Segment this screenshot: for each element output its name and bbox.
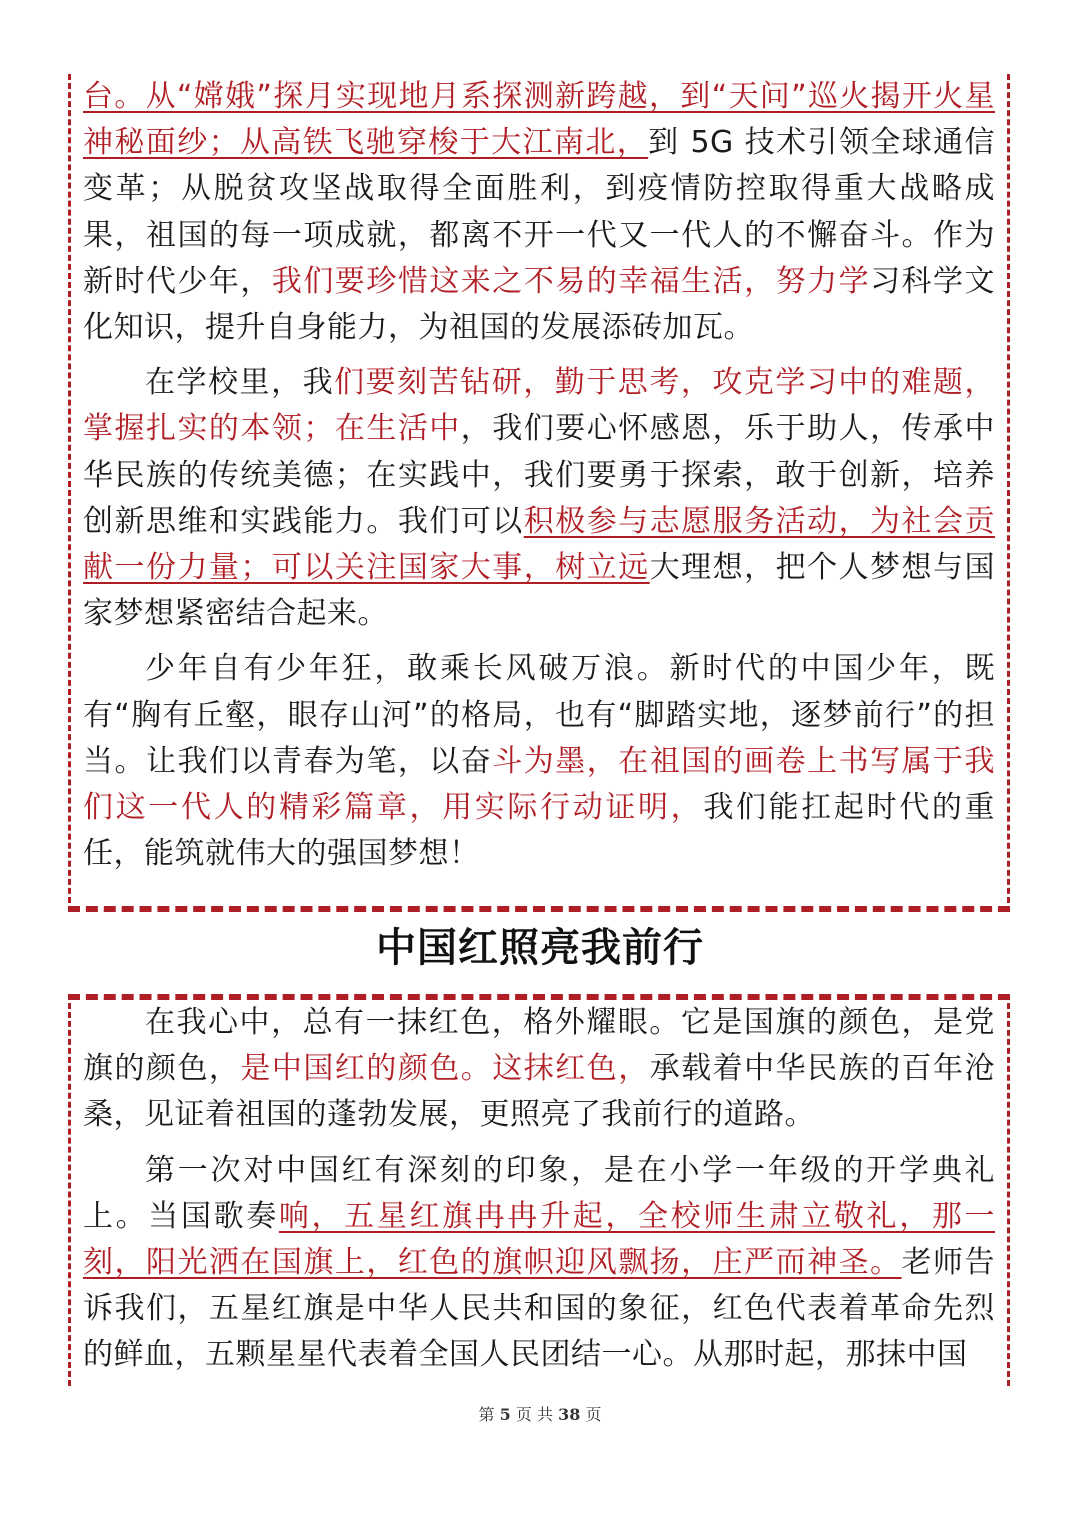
body-text: 到 5G 技术引领全球通信变革；从脱贫攻坚战取得全面胜利，到疫情防控取得重大战略成果，祖国的每一项成就，都离不开一代又一代人的不懈奋斗。作为新时代少年， xyxy=(83,125,996,299)
body-text: ，我们要心怀感恩，乐于助人，传承中华民族的传统美德；在实践中，我们要勇于探索，敢于创新，培养创新思维和实践能力。我们可以 xyxy=(83,411,996,539)
highlighted-underlined-text: 积极参与志愿服务活动，为社会贡献一份力量；可以关注国家大事，树立远 xyxy=(83,503,995,586)
essay-section-frame xyxy=(68,994,1010,1386)
body-text: 在学校里，我 xyxy=(145,365,335,401)
paragraph xyxy=(71,1148,1007,1379)
current-page-number: 5 xyxy=(499,1405,511,1424)
footer-prefix: 第 xyxy=(478,1405,495,1424)
paragraph xyxy=(71,360,1007,637)
highlighted-text: 是中国红的颜色。这抹红色， xyxy=(240,1051,650,1087)
highlighted-underlined-text: 台。从“嫦娥”探月实现地月系探测新跨越，到“天问”巡火揭开火星神秘面纱；从高铁飞驰穿梭于大江南北， xyxy=(83,79,995,161)
essay-title: 中国红照亮我前行 xyxy=(376,925,704,971)
body-text: 第一次对中国红有深刻的印象，是在小学一年级的开学典礼上。当国歌奏 xyxy=(83,1152,995,1234)
body-text: 老师告诉我们，五星红旗是中华人民共和国的象征，红色代表着革命先烈的鲜血，五颗星星代表着全国人民团结一心。从那时起，那抹中国 xyxy=(83,1245,996,1373)
paragraph xyxy=(71,1000,1007,1139)
footer-suffix: 页 xyxy=(585,1405,602,1424)
footer-middle: 页 共 xyxy=(515,1405,553,1424)
highlighted-text: 们要刻苦钻研，勤于思考，攻克学习中的难题，掌握扎实的本领；在生活中 xyxy=(83,365,996,447)
body-text: 大理想，把个人梦想与国家梦想紧密结合起来。 xyxy=(83,550,996,632)
highlighted-text: 斗为墨，在祖国的画卷上书写属于我们这一代人的精彩篇章，用实际行动证明， xyxy=(83,743,996,826)
body-text: 习科学文化知识，提升自身能力，为祖国的发展添砖加瓦。 xyxy=(83,263,996,346)
total-page-count: 38 xyxy=(558,1405,581,1424)
highlighted-underlined-text: 响，五星红旗冉冉升起，全校师生肃立敬礼，那一刻，阳光洒在国旗上，红色的旗帜迎风飘扬，庄严而神圣。 xyxy=(83,1198,996,1281)
body-text: 我们能扛起时代的重任，能筑就伟大的强国梦想！ xyxy=(83,790,996,872)
body-text: 承载着中华民族的百年沧桑，见证着祖国的蓬勃发展，更照亮了我前行的道路。 xyxy=(83,1051,996,1133)
body-text: 在我心中，总有一抹红色，格外耀眼。它是国旗的颜色，是党旗的颜色， xyxy=(83,1005,995,1087)
paragraph xyxy=(71,74,1007,351)
body-text: 少年自有少年狂，敢乘长风破万浪。新时代的中国少年，既有“胸有丘壑，眼存山河”的格局，也有“脚踏实地，逐梦前行”的担当。让我们以青春为笔，以奋 xyxy=(83,651,995,779)
paragraph xyxy=(71,646,1007,877)
highlighted-text: 我们要珍惜这来之不易的幸福生活，努力学 xyxy=(271,263,871,299)
page-footer xyxy=(0,1402,1080,1425)
essay-section-frame xyxy=(68,74,1010,912)
